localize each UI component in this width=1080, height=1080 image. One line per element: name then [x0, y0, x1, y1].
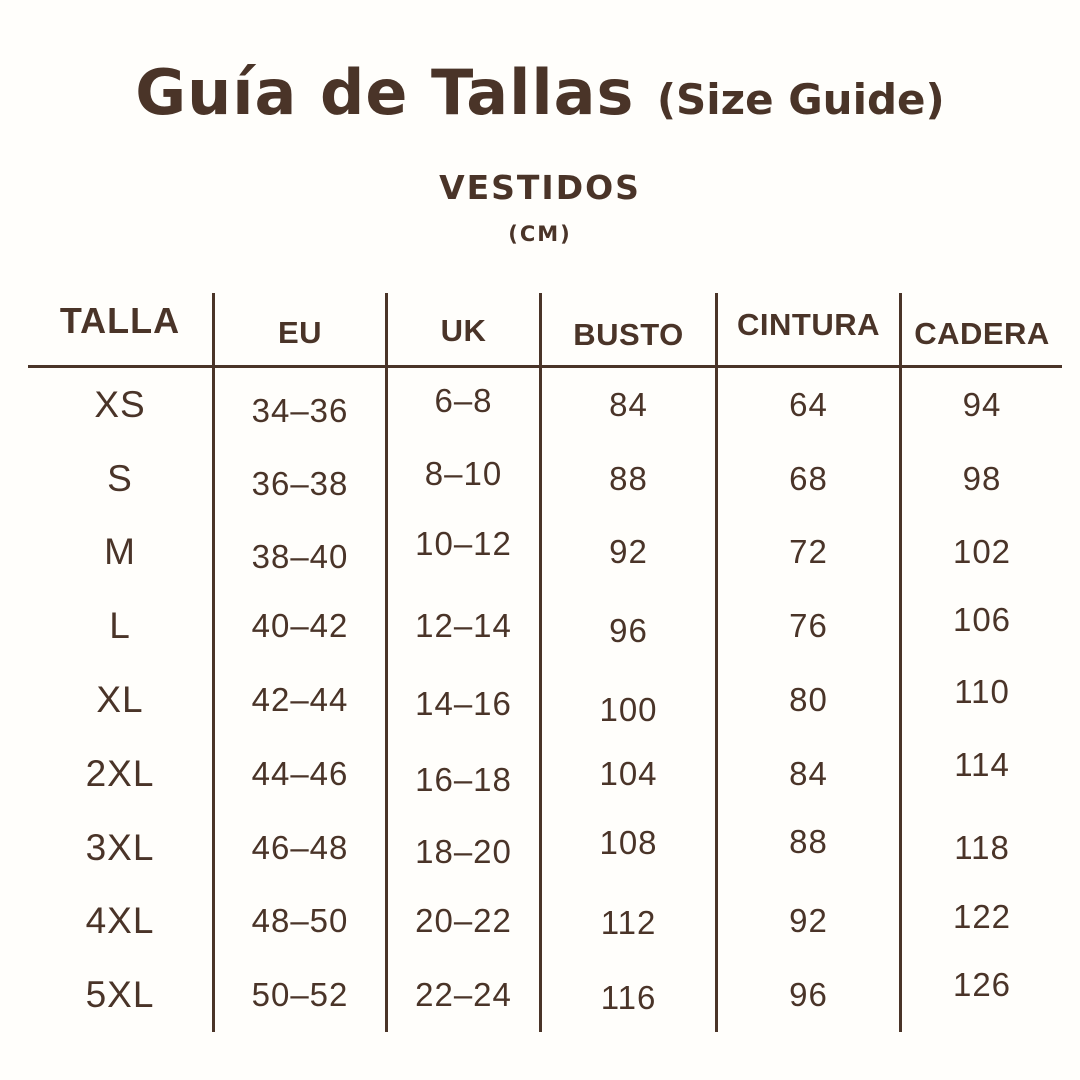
- cell-text: 106: [952, 601, 1012, 639]
- row-label-2xl: [28, 737, 215, 811]
- cell-text: 114: [954, 745, 1010, 783]
- cell-busto-4xl: [542, 885, 718, 959]
- cell-text: 8–10: [424, 454, 503, 492]
- column-header-label: BUSTO: [573, 317, 684, 352]
- column-header-talla: [28, 293, 215, 368]
- category-subtitle: VESTIDOS: [439, 168, 641, 207]
- cell-text: 92: [789, 902, 828, 940]
- cell-busto-2xl: [542, 737, 718, 811]
- cell-cadera-l: [902, 589, 1062, 663]
- cell-uk-xl: [388, 663, 542, 737]
- cell-uk-s: [388, 442, 542, 516]
- cell-text: 80: [789, 681, 828, 719]
- cell-eu-4xl: [215, 885, 388, 959]
- row-label-xl: [28, 663, 215, 737]
- cell-text: 16–18: [415, 760, 512, 798]
- title-row: [0, 56, 1080, 129]
- column-header-label: UK: [440, 313, 487, 348]
- cell-uk-5xl: [388, 958, 542, 1032]
- cell-text: XS: [94, 383, 146, 425]
- cell-text: 84: [609, 385, 648, 423]
- cell-eu-2xl: [215, 737, 388, 811]
- cell-text: 94: [962, 385, 1002, 423]
- column-header-busto: [542, 293, 718, 368]
- cell-text: 5XL: [85, 974, 155, 1016]
- column-header-label: EU: [277, 315, 323, 350]
- row-label-m: [28, 516, 215, 590]
- cell-text: 10–12: [415, 525, 512, 563]
- cell-busto-l: [542, 589, 718, 663]
- size-table: [28, 293, 1062, 1032]
- cell-text: 122: [952, 898, 1012, 936]
- cell-text: 44–46: [251, 754, 349, 792]
- row-label-3xl: [28, 811, 215, 885]
- cell-text: 14–16: [415, 685, 512, 723]
- cell-cintura-3xl: [718, 811, 902, 885]
- cell-text: 2XL: [85, 752, 155, 794]
- cell-cadera-2xl: [902, 737, 1062, 811]
- cell-text: 116: [600, 979, 657, 1017]
- cell-cadera-5xl: [902, 958, 1062, 1032]
- column-header-cadera: [902, 293, 1062, 368]
- row-label-xs: [28, 368, 215, 442]
- cell-text: 110: [954, 673, 1010, 711]
- cell-uk-xs: [388, 368, 542, 442]
- cell-text: 102: [952, 533, 1012, 571]
- cell-eu-m: [215, 516, 388, 590]
- cell-text: S: [107, 457, 133, 499]
- cell-cintura-4xl: [718, 885, 902, 959]
- cell-text: 4XL: [85, 900, 155, 942]
- cell-cintura-s: [718, 442, 902, 516]
- row-label-4xl: [28, 885, 215, 959]
- column-header-label: CADERA: [914, 316, 1050, 351]
- row-label-s: [28, 442, 215, 516]
- cell-busto-s: [542, 442, 718, 516]
- row-label-5xl: [28, 958, 215, 1032]
- cell-text: 18–20: [415, 832, 512, 870]
- cell-text: 96: [789, 976, 828, 1014]
- cell-busto-xl: [542, 663, 718, 737]
- cell-text: 126: [952, 966, 1012, 1004]
- cell-text: XL: [96, 679, 144, 721]
- cell-text: 6–8: [434, 381, 493, 419]
- cell-text: 104: [599, 754, 658, 792]
- cell-busto-5xl: [542, 958, 718, 1032]
- column-header-label: CINTURA: [737, 307, 880, 342]
- cell-uk-l: [388, 589, 542, 663]
- cell-text: 108: [599, 823, 658, 861]
- cell-eu-5xl: [215, 958, 388, 1032]
- cell-text: 88: [789, 822, 828, 860]
- cell-text: 112: [600, 904, 657, 942]
- column-header-eu: [215, 293, 388, 368]
- cell-text: 68: [789, 459, 828, 497]
- cell-cintura-xs: [718, 368, 902, 442]
- cell-eu-l: [215, 589, 388, 663]
- cell-cadera-xs: [902, 368, 1062, 442]
- page-title: Guía de Tallas: [135, 56, 635, 129]
- cell-text: 50–52: [251, 976, 349, 1014]
- column-header-cintura: [718, 293, 902, 368]
- cell-uk-3xl: [388, 811, 542, 885]
- cell-cadera-4xl: [902, 885, 1062, 959]
- cell-uk-2xl: [388, 737, 542, 811]
- cell-text: 48–50: [251, 902, 349, 940]
- cell-cadera-xl: [902, 663, 1062, 737]
- cell-cintura-m: [718, 516, 902, 590]
- cell-cadera-m: [902, 516, 1062, 590]
- cell-text: 22–24: [415, 976, 512, 1014]
- cell-cadera-3xl: [902, 811, 1062, 885]
- cell-text: 38–40: [251, 538, 349, 576]
- cell-text: 42–44: [251, 681, 349, 719]
- cell-text: 84: [789, 754, 828, 792]
- cell-text: 76: [789, 607, 828, 645]
- cell-cintura-xl: [718, 663, 902, 737]
- unit-label: (CM): [508, 222, 572, 246]
- cell-text: 96: [609, 612, 648, 650]
- table-header-row: [28, 293, 1062, 368]
- cell-text: 88: [609, 459, 648, 497]
- cell-text: 64: [789, 385, 828, 423]
- cell-busto-3xl: [542, 811, 718, 885]
- cell-cadera-s: [902, 442, 1062, 516]
- cell-text: L: [109, 605, 131, 647]
- cell-text: 34–36: [251, 391, 349, 429]
- cell-text: 118: [954, 828, 1010, 866]
- table-body: [28, 368, 1062, 1032]
- cell-uk-m: [388, 516, 542, 590]
- cell-eu-xs: [215, 368, 388, 442]
- cell-text: 20–22: [415, 902, 512, 940]
- cell-uk-4xl: [388, 885, 542, 959]
- cell-text: 72: [789, 533, 828, 571]
- cell-text: 3XL: [85, 826, 155, 868]
- cell-cintura-2xl: [718, 737, 902, 811]
- column-header-label: TALLA: [59, 300, 181, 341]
- cell-busto-m: [542, 516, 718, 590]
- cell-text: 36–38: [251, 464, 349, 502]
- cell-text: 46–48: [251, 828, 349, 866]
- cell-cintura-l: [718, 589, 902, 663]
- cell-text: 40–42: [251, 607, 349, 645]
- cell-text: 12–14: [415, 607, 512, 645]
- cell-cintura-5xl: [718, 958, 902, 1032]
- cell-text: 98: [962, 459, 1002, 497]
- cell-text: 100: [599, 691, 658, 729]
- cell-eu-3xl: [215, 811, 388, 885]
- cell-text: 92: [609, 533, 648, 571]
- cell-busto-xs: [542, 368, 718, 442]
- cell-text: M: [104, 531, 136, 573]
- row-label-l: [28, 589, 215, 663]
- column-header-uk: [388, 293, 542, 368]
- page-title-suffix: (Size Guide): [656, 75, 945, 124]
- cell-eu-s: [215, 442, 388, 516]
- cell-eu-xl: [215, 663, 388, 737]
